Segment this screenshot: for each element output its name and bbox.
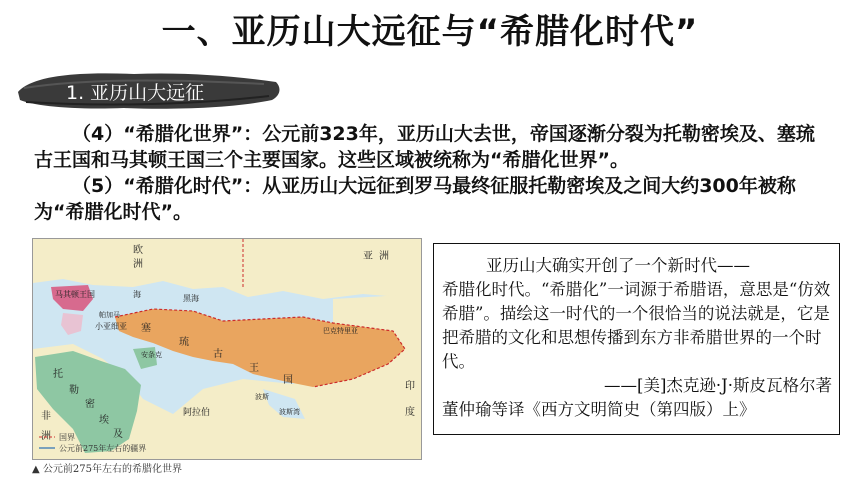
label-ai: 埃 (99, 415, 109, 426)
quote-author: ——[美]杰克逊·J·斯皮瓦格尔著 (604, 376, 832, 395)
label-le: 勒 (69, 385, 79, 396)
section-label: 1. 亚历山大远征 (66, 82, 205, 104)
label-asia-minor: 小亚细亚 (95, 322, 127, 331)
quote-line1: 亚历山大确实开创了一个新时代—— (486, 256, 750, 275)
label-gu: 古 (213, 349, 223, 360)
quote-translator: 董仲瑜等译《西方文明简史（第四版）上》 (442, 400, 756, 419)
label-persian-gulf: 波斯湾 (279, 408, 300, 416)
quote-body: 希腊化时代。“希腊化”一词源于希腊语，意思是“仿效希腊”。描绘这一时代的一个很恰当的说法就是，它是把希腊的文化和思想传播到东方非希腊世界的一个时代。 (442, 280, 831, 371)
label-black-sea: 黑海 (183, 294, 199, 303)
quote-first-line (442, 254, 834, 278)
label-europe-zhou: 洲 (133, 259, 143, 270)
label-sea: 海 (133, 290, 141, 299)
label-europe: 欧 (133, 245, 143, 256)
page-title: 一、亚历山大远征与“希腊化时代” (161, 12, 699, 52)
label-mi: 密 (85, 399, 95, 410)
label-arabia: 阿拉伯 (183, 408, 211, 418)
quote-box (433, 243, 840, 435)
label-parthia: 波斯 (255, 393, 269, 401)
label-guo: 国 (283, 375, 293, 386)
hellenistic-world-map (32, 238, 422, 460)
label-bactria: 巴克特里亚 (323, 327, 358, 335)
legend-item-2: 公元前275年左右的疆界 (59, 444, 147, 453)
quote-text (442, 254, 834, 422)
label-antioch: 安条克 (141, 351, 162, 359)
map-svg (33, 239, 421, 459)
label-asia: 亚 (363, 251, 373, 262)
map-caption: ▲ 公元前275年左右的希腊化世界 (32, 464, 182, 475)
label-ji: 及 (113, 429, 123, 440)
paragraph-5-text: （5）“希腊化时代”：从亚历山大远征到罗马最终征服托勒密埃及之间大约300年被称为“希腊化时代”。 (34, 175, 796, 223)
paragraph-hellenistic-world (34, 121, 824, 173)
label-africa-zhou: 洲 (41, 431, 51, 442)
label-macedon: 马其顿王国 (55, 290, 95, 299)
label-wang: 王 (249, 363, 259, 374)
label-tuo: 托 (53, 369, 63, 380)
legend-item-1: 国界 (59, 433, 75, 442)
paragraph-4-text: （4）“希腊化世界”：公元前323年，亚历山大去世，帝国逐渐分裂为托勒密埃及、塞琉古王国和马其顿王国三个主要国家。这些区域被统称为“希腊化世界”。 (34, 123, 815, 171)
paragraph-hellenistic-age (34, 173, 824, 225)
label-india-yin: 印 (405, 381, 415, 392)
label-liu: 琉 (179, 337, 189, 348)
label-pergamon: 帕加马 (99, 311, 120, 319)
label-africa-fei: 非 (41, 411, 51, 422)
label-asia-zhou: 洲 (379, 251, 389, 262)
label-india-du: 度 (405, 407, 415, 418)
label-sai: 塞 (141, 323, 151, 334)
